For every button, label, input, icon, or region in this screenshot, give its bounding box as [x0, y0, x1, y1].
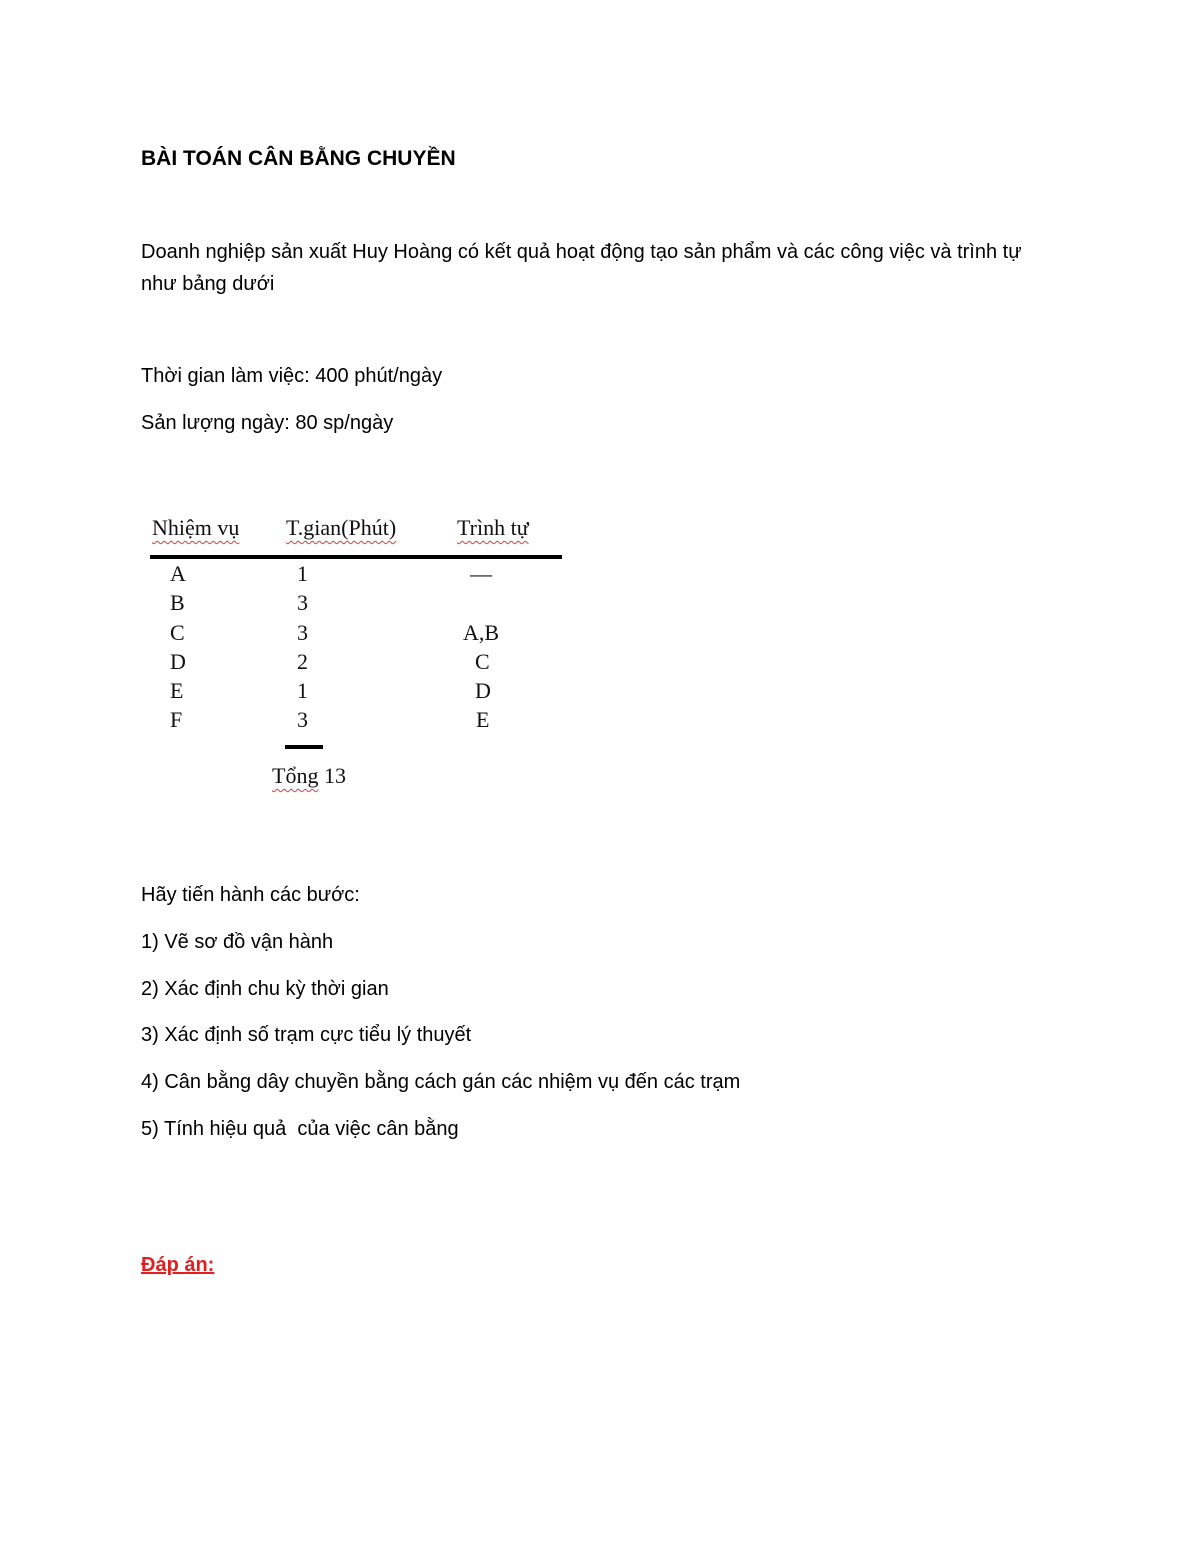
steps-intro: Hãy tiến hành các bước: — [141, 884, 360, 906]
table-cell-sequence: D — [475, 678, 491, 703]
table-cell-time: 2 — [297, 649, 308, 674]
table-cell-task: F — [170, 707, 183, 732]
table-cell-task: B — [170, 590, 185, 615]
total-label: Tổng — [272, 763, 319, 788]
table-cell-time: 3 — [297, 590, 308, 615]
step-item: 2) Xác định chu kỳ thời gian — [141, 978, 389, 1000]
table-cell-time: 3 — [297, 707, 308, 732]
task-table — [140, 505, 580, 805]
total-value: 13 — [323, 763, 346, 788]
table-cell-task: E — [170, 678, 184, 703]
table-header-rule — [150, 555, 562, 559]
table-cell-time: 1 — [297, 561, 308, 586]
table-cell-sequence: A,B — [463, 620, 500, 645]
step-item: 1) Vẽ sơ đồ vận hành — [141, 931, 334, 953]
table-header-task: Nhiệm vụ — [152, 515, 240, 540]
table-cell-time: 3 — [297, 620, 308, 645]
total-rule — [285, 745, 323, 749]
table-cell-task: A — [170, 561, 186, 586]
table-cell-time: 1 — [297, 678, 308, 703]
table-header-sequence: Trình tự — [457, 515, 529, 540]
intro-paragraph: Doanh nghiệp sản xuất Huy Hoàng có kết quả hoạt động tạo sản phẩm và các công việc và trình tự như bảng dưới — [141, 241, 1022, 295]
table-cell-task: C — [170, 620, 185, 645]
step-item: 4) Cân bằng dây chuyền bằng cách gán các nhiệm vụ đến các trạm — [141, 1071, 741, 1093]
table-total — [272, 763, 346, 789]
work-time-line: Thời gian làm việc: 400 phút/ngày — [141, 365, 443, 387]
answer-label: Đáp án: — [141, 1254, 215, 1276]
step-item: 5) Tính hiệu quả của việc cân bằng — [141, 1118, 459, 1140]
step-item: 3) Xác định số trạm cực tiểu lý thuyết — [141, 1024, 472, 1046]
table-cell-sequence: C — [475, 649, 490, 674]
table-cell-task: D — [170, 649, 186, 674]
table-cell-sequence: — — [470, 561, 492, 586]
table-cell-sequence: E — [476, 707, 490, 732]
page-title: BÀI TOÁN CÂN BẰNG CHUYỀN — [141, 147, 456, 170]
table-header-time: T.gian(Phút) — [286, 515, 397, 540]
daily-output-line: Sản lượng ngày: 80 sp/ngày — [141, 412, 394, 434]
